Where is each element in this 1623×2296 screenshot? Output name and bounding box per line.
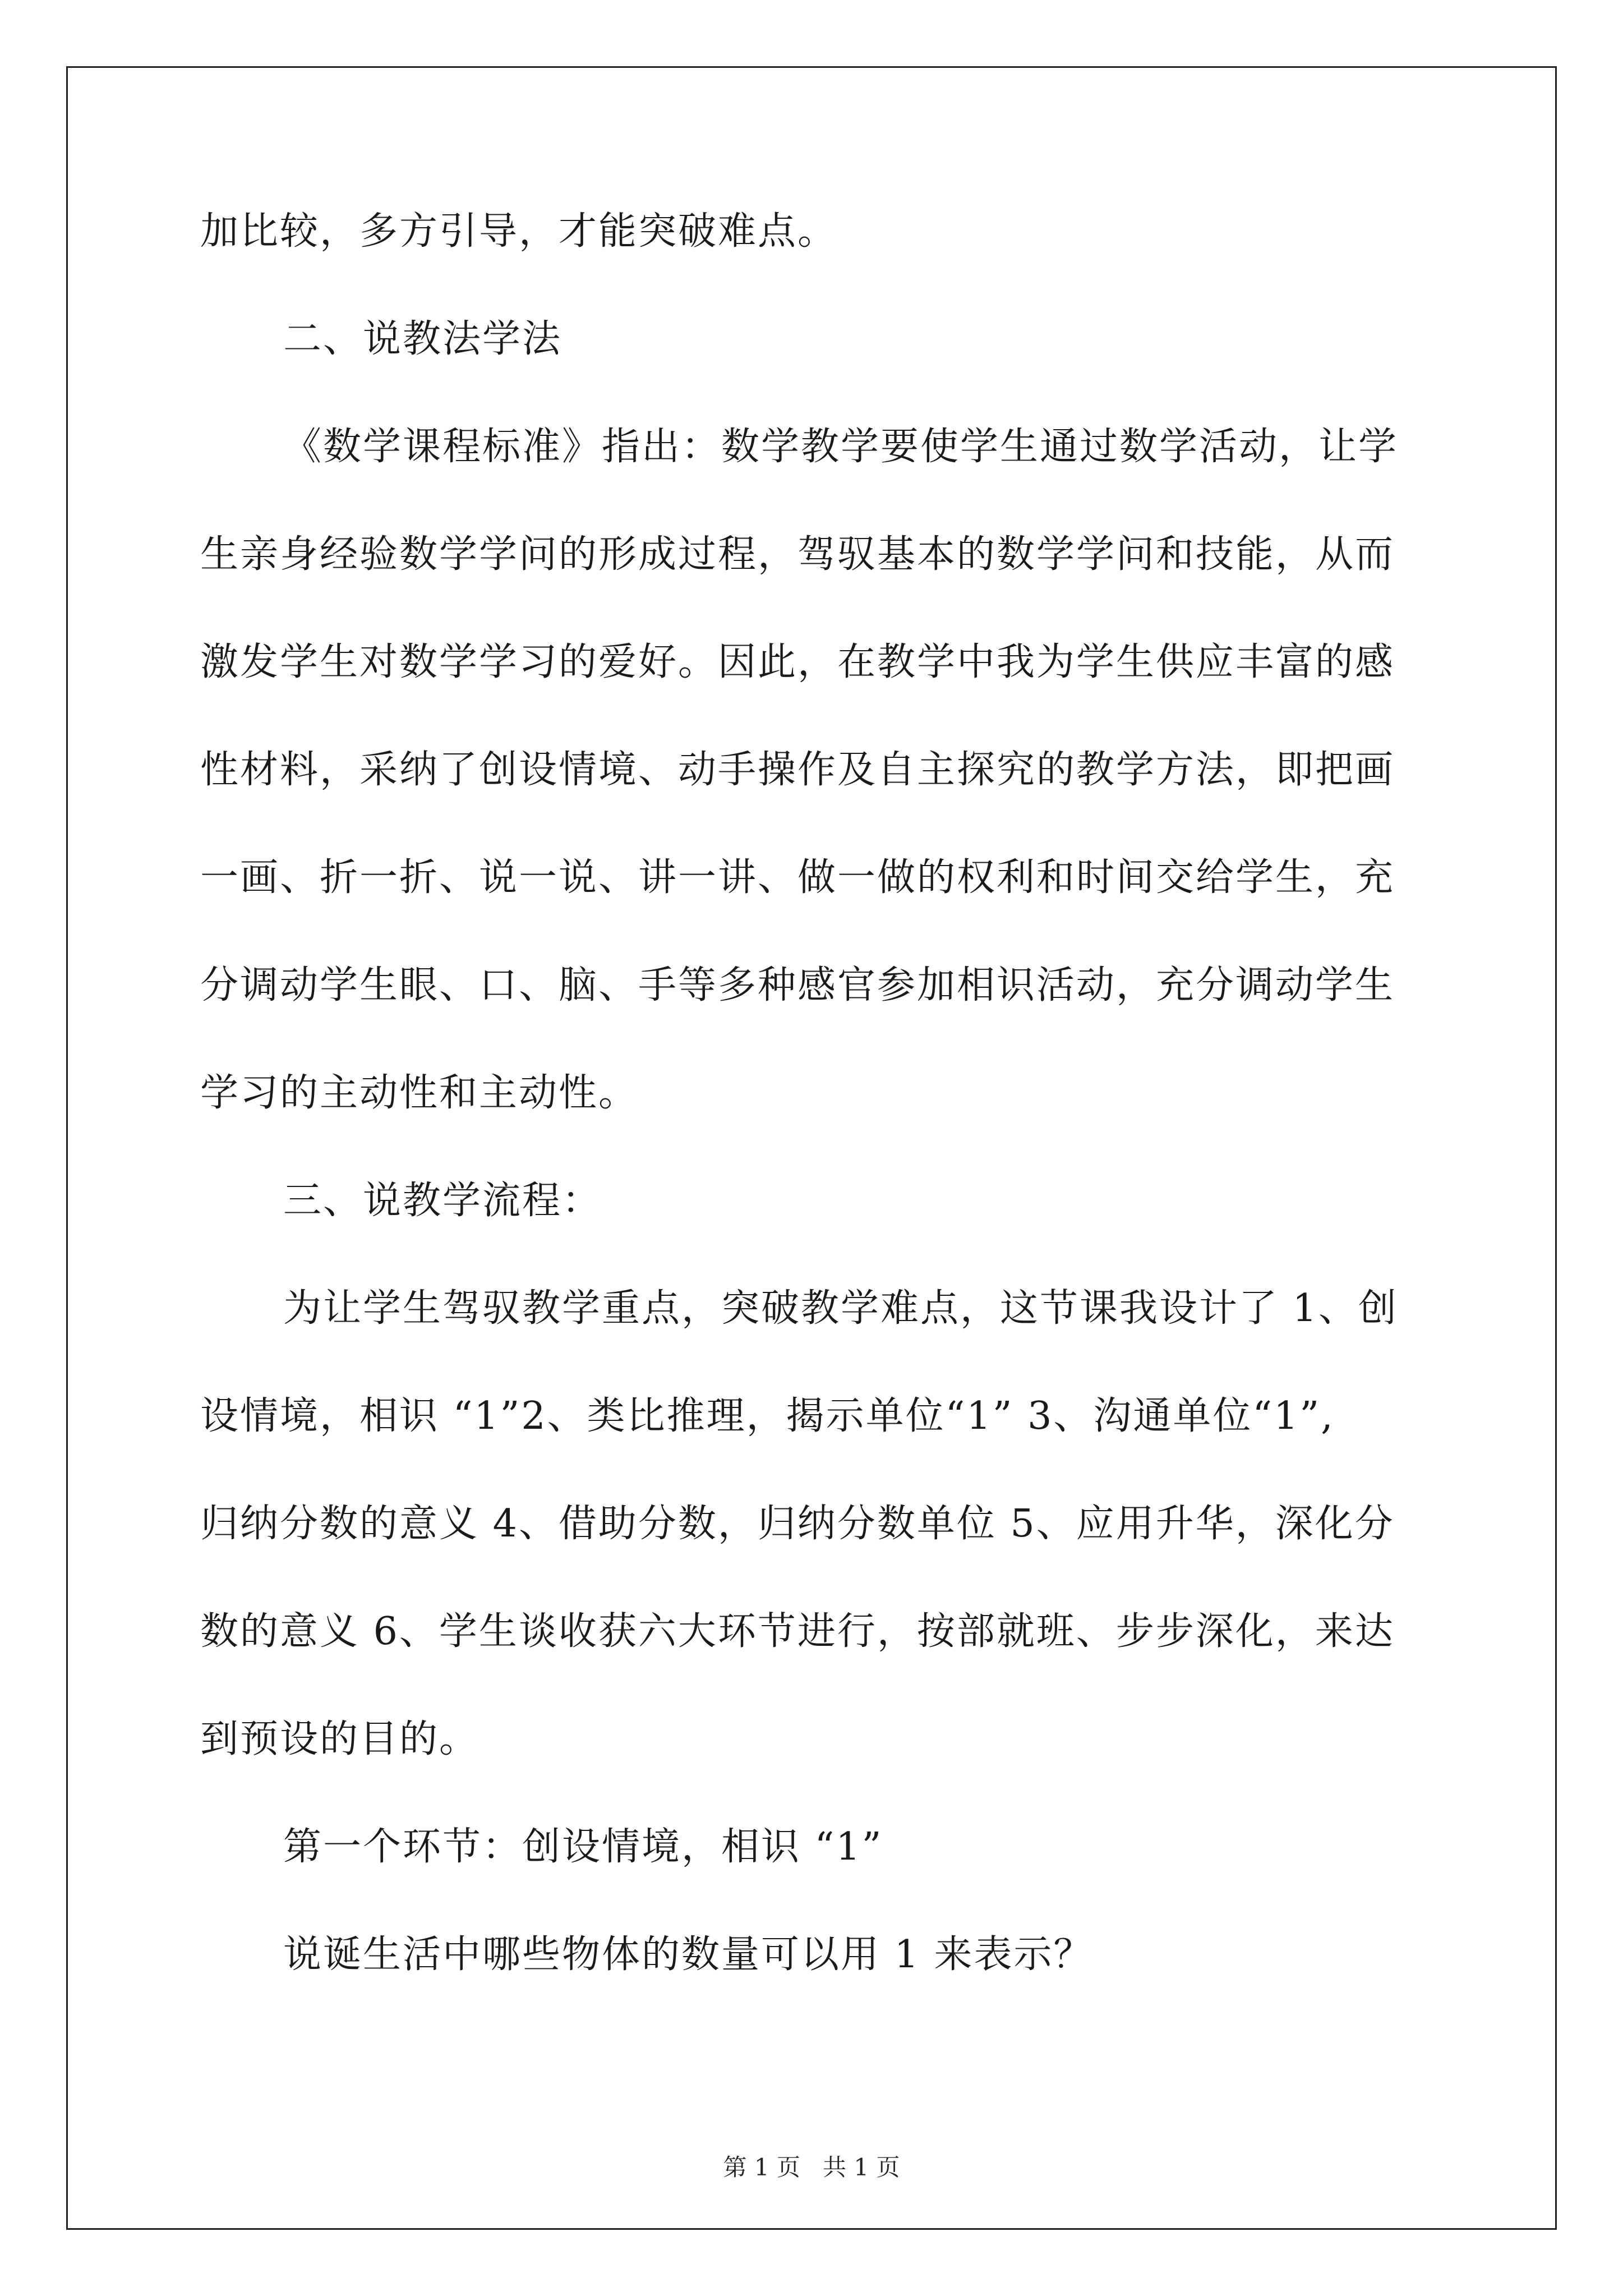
subsection-heading: 第一个环节：创设情境，相识 “1”: [283, 1825, 883, 1869]
text-line: 为让学生驾驭教学重点，突破教学难点，这节课我设计了 1、创: [283, 1286, 1398, 1331]
text-line: 激发学生对数学学习的爱好。因此，在教学中我为学生供应丰富的感: [200, 640, 1395, 684]
text-line: 说诞生活中哪些物体的数量可以用 1 来表示？: [283, 1932, 1094, 1977]
text-line: 性材料，采纳了创设情境、动手操作及自主探究的教学方法，即把画: [200, 748, 1395, 792]
text-line: 归纳分数的意义 4、借助分数，归纳分数单位 5、应用升华，深化分: [200, 1502, 1395, 1546]
section-heading: 三、说教学流程：: [283, 1179, 602, 1223]
document-body: [200, 205, 1434, 2036]
text-line: 《数学课程标准》指出：数学教学要使学生通过数学活动，让学: [283, 425, 1399, 469]
text-line: 数的意义 6、学生谈收获六大环节进行，按部就班、步步深化，来达: [200, 1609, 1395, 1654]
text-line: 生亲身经验数学学问的形成过程，驾驭基本的数学学问和技能，从而: [200, 532, 1395, 577]
text-line: 到预设的目的。: [200, 1717, 479, 1761]
page-number-footer: 第 1 页 共 1 页: [723, 2154, 900, 2181]
text-line: 分调动学生眼、口、脑、手等多种感官参加相识活动，充分调动学生: [200, 963, 1395, 1007]
section-heading: 二、说教法学法: [283, 317, 562, 361]
text-line: 一画、折一折、说一说、讲一讲、做一做的权利和时间交给学生，充: [200, 855, 1395, 900]
text-line: 加比较，多方引导，才能突破难点。: [200, 209, 838, 254]
text-line: 学习的主动性和主动性。: [200, 1071, 639, 1115]
text-line: 设情境，相识 “1”2、类比推理，揭示单位“1” 3、沟通单位“1”,: [200, 1394, 1335, 1438]
